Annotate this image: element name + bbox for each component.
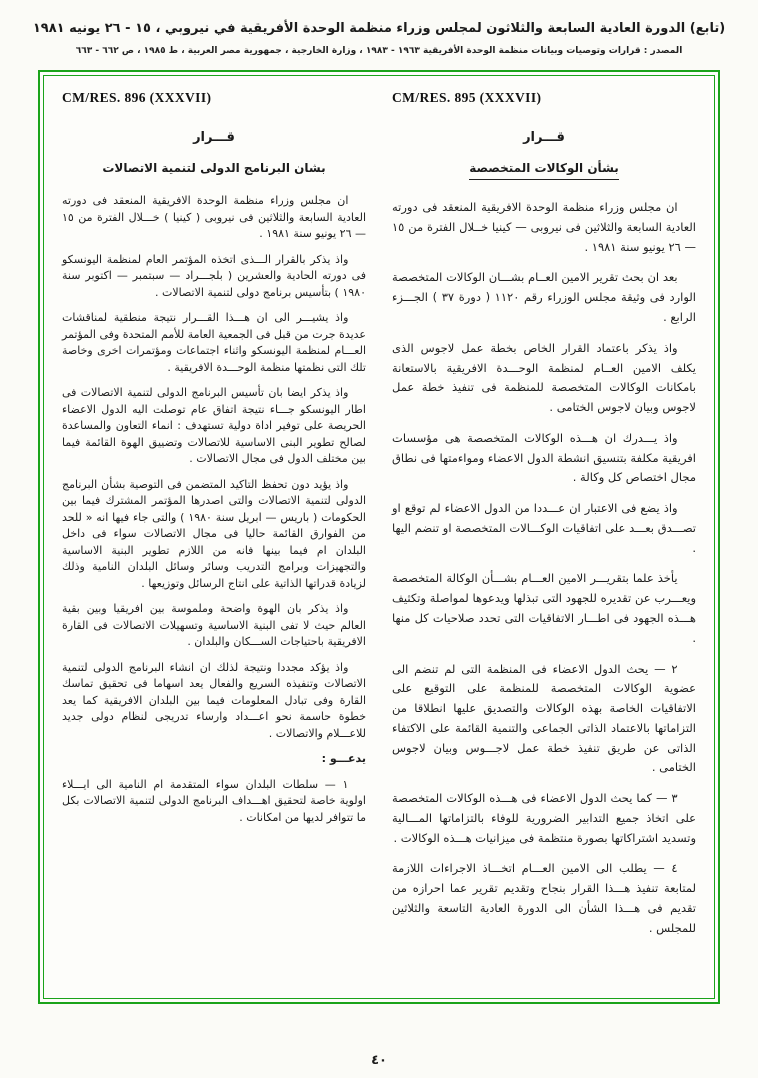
paragraph: ان مجلس وزراء منظمة الوحدة الافريقية المنعقد فى دورته العادية السابعة والثلاثين فى نيروبى — كينيا خــلال الفترة من ١٥ — ٢٦ يونيو سنة ١٩٨١ . (392, 200, 696, 254)
green-border-frame-inner (43, 75, 715, 999)
resolution-896-column (62, 90, 366, 988)
paragraph: واذ يؤيد دون تحفظ التاكيد المتضمن فى التوصية بشأن البرنامج الدولى لتنمية الاتصالات والتى اصدرها المؤتمر المشترك فيما بين الحكومات ( باريس — ابريل سنة ١٩٨٠ ) والتى جاء فيها انه « للحد من الفوارق القائمة حاليا فى مجال الاتصالات سواء فى داخل البلدان ام فيما بينها فانه من اللازم تطوير البنية الاساسية والتجهيزات وبرامج التدريب وسائر وسائل البلدان النامية وذلك لزيادة قدراتها الذاتية على انتاج الرسائل وتوزيعها . (62, 477, 366, 590)
resolution-heading: قـــرار (523, 130, 565, 146)
paragraph: واذ يذكر باعتماد القرار الخاص بخطة عمل لاجوس الذى يكلف الامين العــام لمنظمة الوحـــدة الافريقية بالاستعانة بامكانات الوكالات المتخصصة للمنظمة فى تنفيذ خطة عمل لاجوس وبيان لاجوس الختامى . (392, 340, 696, 415)
resolution-title-text: بشان البرنامج الدولى لتنمية الاتصالات (102, 161, 326, 176)
page-number: ٤٠ (371, 1053, 387, 1068)
paragraph: يأخذ علما بتقريـــر الامين العـــام بشـــأن الوكالة المتخصصة ويعـــرب عن تقديره للجهود التى تبذلها ويدعوها لمواصلة وتكثيف هـــذه الجهود فى اطـــار الاتفاقيات التى تحدد صلاحيات كل منها . (392, 571, 696, 645)
header-source: المصدر : قرارات وتوصيات وبيانات منظمة الوحدة الأفريقية ١٩٦٣ - ١٩٨٣ ، وزارة الخارجية ، جمهورية مصر العربية ، ط ١٩٨٥ ، ص ٦٦٢ - ٦٦٣ (75, 46, 683, 57)
resolution-title (392, 161, 696, 180)
paragraph: واذ يضع فى الاعتبار ان عـــددا من الدول الاعضاء لم توقع او تصـــدق بعـــد على اتفاقيات الوكـــالات المتخصصة او تنضم اليها . (392, 501, 696, 555)
paragraph: واذ يـــدرك ان هـــذه الوكالات المتخصصة هى مؤسسات افريقية مكلفة بتنسيق انشطة الدول الاعضاء ومواءمتها فى نطاق مجال اختصاص كل وكالة . (392, 430, 696, 485)
paragraph: ان مجلس وزراء منظمة الوحدة الافريقية المنعقد فى دورته العادية السابعة والثلاثين فى نيروبى ( كينيا ) خـــلال الفترة من ١٥ — ٢٦ يونيو سنة ١٩٨١ . (62, 194, 366, 241)
paragraph: ١ — سلطات البلدان سواء المتقدمة ام النامية الى ايـــلاء اولوية خاصة لتحقيق اهـــداف البرنامج الدولى لتنمية الاتصالات بكل ما تتوافر لديها من امكانات . (62, 777, 366, 824)
paragraph: واذ يشيـــر الى ان هـــذا القـــرار نتيجة منطقية لمناقشات عديدة جرت من قبل فى الجمعية العامة للأمم المتحدة وفى المؤتمر العـــام لمنظمة اليونسكو واثناء اجتماعات ومؤتمرات اخرى وخاصة تلك التى نظمتها منظمة الوحـــدة الافريقية . (62, 311, 366, 374)
resolution-title-text: بشأن الوكالات المتخصصة (469, 161, 619, 180)
paragraph: واذ يذكر بالقرار الـــذى اتخذه المؤتمر العام لمنظمة اليونسكو فى دورته الحادية والعشرين ( بلجـــراد — سبتمبر — اكتوبر سنة ١٩٨٠ ) بتأسيس برنامج دولى لتنمية الاتصالات . (62, 252, 366, 299)
resolution-title (62, 161, 366, 179)
paragraph: واذ يذكر ايضا بان تأسيس البرنامج الدولى لتنمية الاتصالات فى اطار اليونسكو جـــاء نتيجة اتفاق عام توصلت اليه الدول الاعضاء الحريصة على توفير اداة دولية تستهدف : انماء التعاون والمساعدة لصالح تطوير البنى الاساسية للاتصالات وتضييق الهوة القائمة فيما بين مختلف الدول فى مجال الاتصالات . (62, 386, 366, 466)
page-header (0, 0, 758, 56)
green-border-frame (38, 70, 720, 1004)
paragraph: واذ يؤكد مجددا ونتيجة لذلك ان انشاء البرنامج الدولى لتنمية الاتصالات وتنفيذه السريع والفعال يعد اسهاما فى تحقيق تماسك القارة وفى تبادل المعلومات فيما بين البلدان الافريقية كما يعد خطوة حاسمة نحو اعـــداد وارساء تدريجى لنظام دولى جديد للاعـــلام والاتصالات . (62, 660, 366, 740)
resolution-columns (62, 90, 696, 988)
paragraph: ٤ — يطلب الى الامين العـــام اتخـــاذ الاجراءات اللازمة لمتابعة تنفيذ هـــذا القرار بنجاح وتقديم تقرير عما احرازه من تقديم فى هـــذا الشأن الى الدورة العادية التاسعة والثلاثين للمجلس . (392, 861, 696, 935)
resolution-id: CM/RES. 895 (XXXVII) (392, 90, 542, 106)
paragraph: ٣ — كما يحث الدول الاعضاء فى هـــذه الوكالات المتخصصة على اتخاذ جميع التدابير الضرورية للوفاء بالتزاماتها المـــالية وتسديد اشتراكاتها بصورة منتظمة فى ميزانيات هـــذه الوكالات . (392, 791, 696, 845)
paragraph: واذ يذكر بان الهوة واضحة وملموسة بين افريقيا وبين بقية العالم حيث لا تفى البنية الاساسية وتسهيلات الاتصالات فى القارة الافريقية باحتياجات الســـكان والبلدان . (62, 602, 366, 649)
paragraph: بعد ان بحث تقرير الامين العــام بشـــان الوكالات المتخصصة الوارد فى وثيقة مجلس الوزراء رقم ١١٢٠ ( دورة ٣٧ ) الجـــزء الرابع . (392, 270, 696, 325)
resolution-id: CM/RES. 896 (XXXVII) (62, 90, 212, 106)
resolution-heading: قـــرار (193, 130, 235, 146)
paragraph: يدعـــو : (321, 752, 366, 766)
header-title: (تابع) الدورة العادية السابعة والثلاثون لمجلس وزراء منظمة الوحدة الأفريقية في نيروبي ، ١٥ - ٢٦ يونيه ١٩٨١ (32, 21, 726, 36)
resolution-895-column (392, 90, 696, 988)
paragraph: ٢ — يحث الدول الاعضاء فى المنظمة التى لم تنضم الى عضوية الوكالات المتخصصة للمنظمة على التوقيع على الاتفاقيات الخاصة بهذه الوكالات والتصديق عليها انطلاقا من التزاماتها بالاعتماد الذاتى الجماعى والتنمية القائمة على الاكتفاء الذاتى عن طريق تنفيذ خطة عمل لاجـــوس وبيان لاجوس الختامى . (392, 661, 696, 775)
